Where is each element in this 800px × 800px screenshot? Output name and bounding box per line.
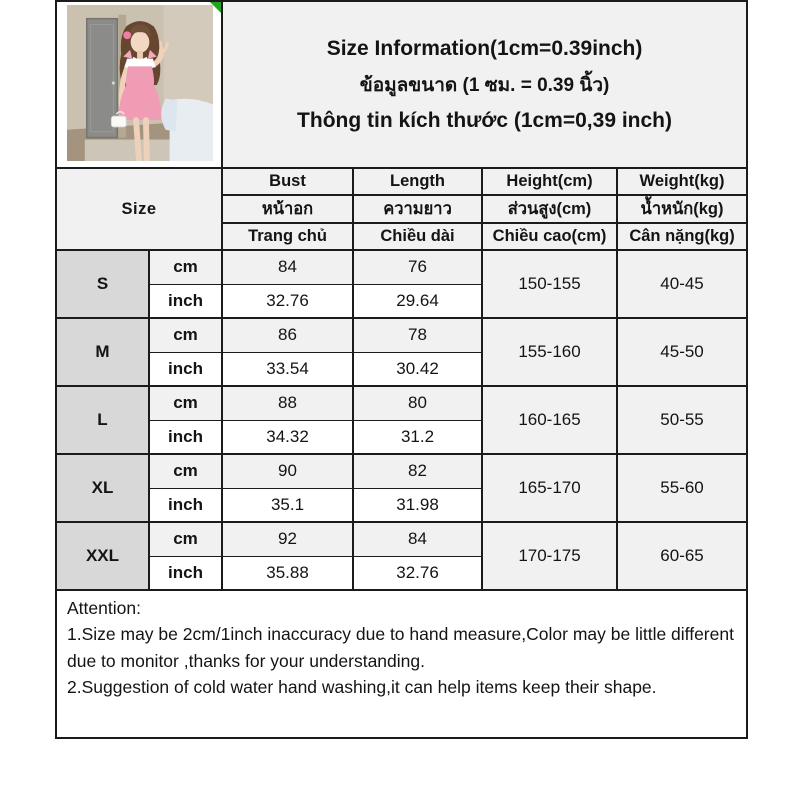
length-cm-value: 84 <box>353 522 482 556</box>
length-cm-value: 78 <box>353 318 482 352</box>
bust-cm-value: 86 <box>222 318 353 352</box>
header-length-vi: Chiều dài <box>353 223 482 250</box>
height-range: 165-170 <box>482 454 617 522</box>
length-cm-value: 76 <box>353 250 482 284</box>
unit-label-inch: inch <box>149 352 222 386</box>
header-bust-vi: Trang chủ <box>222 223 353 250</box>
table-row-xxl-cm <box>56 522 747 556</box>
header-height-en: Height(cm) <box>482 168 617 195</box>
header-bust-en: Bust <box>222 168 353 195</box>
bust-inch-value: 35.88 <box>222 556 353 590</box>
bust-cm-value: 90 <box>222 454 353 488</box>
unit-label-cm: cm <box>149 454 222 488</box>
bust-cm-value: 84 <box>222 250 353 284</box>
length-inch-value: 31.98 <box>353 488 482 522</box>
header-weight-vi: Cân nặng(kg) <box>617 223 747 250</box>
header-height-th: ส่วนสูง(cm) <box>482 195 617 223</box>
unit-label-cm: cm <box>149 386 222 420</box>
sheet-content <box>55 0 747 739</box>
height-range: 160-165 <box>482 386 617 454</box>
unit-label-inch: inch <box>149 488 222 522</box>
product-photo <box>67 5 213 161</box>
comment-marker-icon <box>210 2 221 13</box>
size-label-xl: XL <box>56 454 149 522</box>
size-label-xxl: XXL <box>56 522 149 590</box>
product-photo-illustration <box>67 5 213 161</box>
length-inch-value: 32.76 <box>353 556 482 590</box>
attention-note-2: 2.Suggestion of cold water hand washing,it can help items keep their shape. <box>67 676 657 697</box>
bust-cm-value: 88 <box>222 386 353 420</box>
header-weight-th: น้ำหนัก(kg) <box>617 195 747 223</box>
unit-label-inch: inch <box>149 420 222 454</box>
attention-box <box>56 590 747 738</box>
length-cm-value: 80 <box>353 386 482 420</box>
weight-range: 45-50 <box>617 318 747 386</box>
bust-inch-value: 32.76 <box>222 284 353 318</box>
size-column-header: Size <box>56 168 222 250</box>
table-row-xl-cm <box>56 454 747 488</box>
weight-range: 50-55 <box>617 386 747 454</box>
size-label-s: S <box>56 250 149 318</box>
unit-label-inch: inch <box>149 284 222 318</box>
length-inch-value: 29.64 <box>353 284 482 318</box>
bust-cm-value: 92 <box>222 522 353 556</box>
weight-range: 40-45 <box>617 250 747 318</box>
height-range: 155-160 <box>482 318 617 386</box>
product-photo-cell <box>56 1 222 168</box>
table-row-s-cm <box>56 250 747 284</box>
unit-label-cm: cm <box>149 250 222 284</box>
header-length-en: Length <box>353 168 482 195</box>
bust-inch-value: 35.1 <box>222 488 353 522</box>
size-info-title-cell <box>222 1 747 168</box>
size-chart-table <box>55 0 748 739</box>
attention-heading: Attention: <box>67 598 141 618</box>
length-cm-value: 82 <box>353 454 482 488</box>
size-label-m: M <box>56 318 149 386</box>
height-range: 150-155 <box>482 250 617 318</box>
attention-note-1: 1.Size may be 2cm/1inch inaccuracy due to hand measure,Color may be little different due to monitor ,thanks for your understanding. <box>67 624 734 671</box>
title-thai: ข้อมูลขนาด (1 ซม. = 0.39 นิ้ว) <box>359 74 610 96</box>
weight-range: 55-60 <box>617 454 747 522</box>
table-row-m-cm <box>56 318 747 352</box>
unit-label-cm: cm <box>149 522 222 556</box>
length-inch-value: 31.2 <box>353 420 482 454</box>
unit-label-inch: inch <box>149 556 222 590</box>
size-label-l: L <box>56 386 149 454</box>
header-length-th: ความยาว <box>353 195 482 223</box>
height-range: 170-175 <box>482 522 617 590</box>
header-weight-en: Weight(kg) <box>617 168 747 195</box>
title-english: Size Information(1cm=0.39inch) <box>326 36 643 60</box>
length-inch-value: 30.42 <box>353 352 482 386</box>
unit-label-cm: cm <box>149 318 222 352</box>
header-height-vi: Chiều cao(cm) <box>482 223 617 250</box>
title-vietnamese: Thông tin kích thước (1cm=0,39 inch) <box>297 108 672 132</box>
table-row-l-cm <box>56 386 747 420</box>
header-bust-th: หน้าอก <box>222 195 353 223</box>
bust-inch-value: 33.54 <box>222 352 353 386</box>
weight-range: 60-65 <box>617 522 747 590</box>
bust-inch-value: 34.32 <box>222 420 353 454</box>
